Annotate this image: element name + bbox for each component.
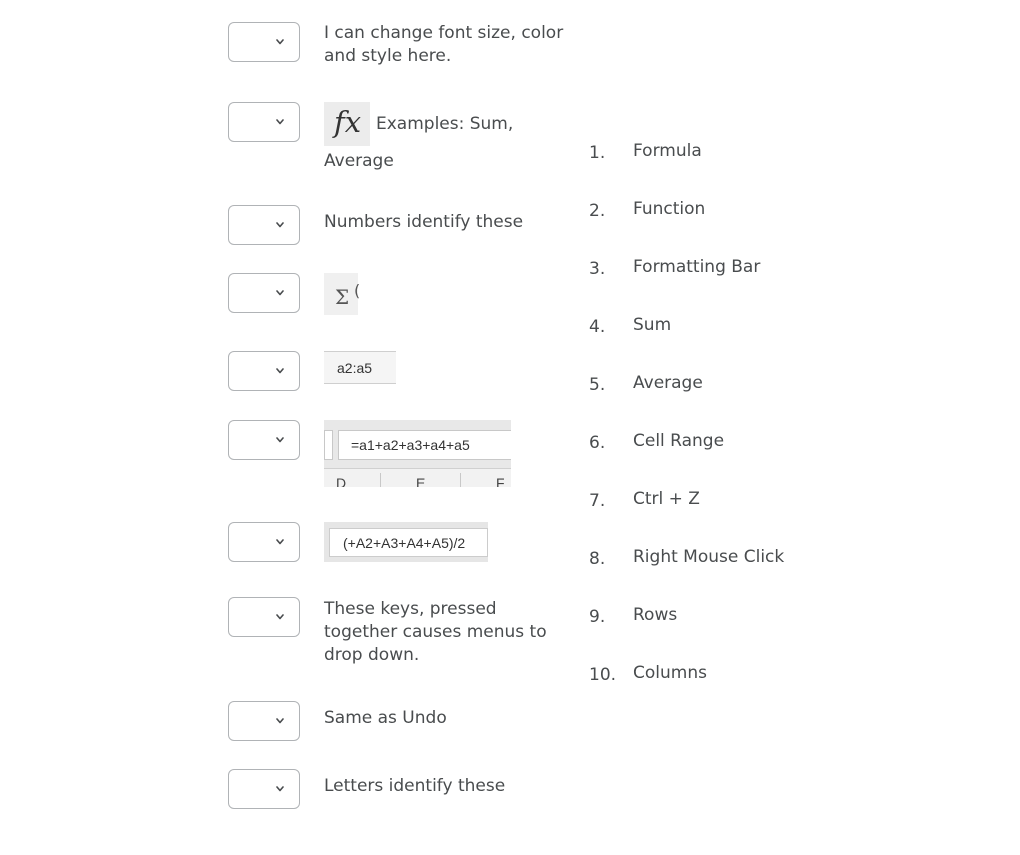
chevron-down-icon bbox=[276, 39, 284, 45]
chevron-down-icon bbox=[276, 718, 284, 724]
average-formula-text: (+A2+A3+A4+A5)/2 bbox=[343, 535, 466, 551]
prompt-2-text-line2: Average bbox=[324, 151, 394, 171]
match-select-3[interactable] bbox=[228, 205, 300, 245]
answer-label: Sum bbox=[633, 315, 672, 335]
answer-number: 7. bbox=[589, 491, 606, 511]
column-header-d: D bbox=[336, 475, 347, 487]
answer-label: Cell Range bbox=[633, 431, 725, 451]
prompt-9-text: Same as Undo bbox=[324, 708, 447, 728]
formula-text: =a1+a2+a3+a4+a5 bbox=[351, 437, 470, 453]
prompt-3-text: Numbers identify these bbox=[324, 212, 524, 232]
answer-label: Right Mouse Click bbox=[633, 547, 785, 567]
column-separator bbox=[460, 473, 461, 487]
answer-number: 8. bbox=[589, 549, 606, 569]
answer-number: 1. bbox=[589, 143, 606, 163]
prompt-10-text: Letters identify these bbox=[324, 776, 506, 796]
answer-number: 2. bbox=[589, 201, 606, 221]
chevron-down-icon bbox=[276, 368, 284, 374]
match-select-2[interactable] bbox=[228, 102, 300, 142]
chevron-down-icon bbox=[276, 614, 284, 620]
column-header-row bbox=[324, 468, 511, 487]
chevron-down-icon bbox=[276, 222, 284, 228]
prompt-2 bbox=[324, 102, 574, 173]
match-select-6[interactable] bbox=[228, 420, 300, 460]
match-select-1[interactable] bbox=[228, 22, 300, 62]
answer-label: Rows bbox=[633, 605, 678, 625]
formula-bar-image bbox=[324, 420, 511, 487]
chevron-down-icon bbox=[276, 786, 284, 792]
column-header-f: F bbox=[496, 475, 505, 487]
column-header-e: E bbox=[416, 475, 426, 487]
answer-number: 6. bbox=[589, 433, 606, 453]
prompt-1-text: I can change font size, color and style here. bbox=[324, 23, 564, 66]
match-select-4[interactable] bbox=[228, 273, 300, 313]
answer-number: 10. bbox=[589, 665, 617, 685]
chevron-down-icon bbox=[276, 290, 284, 296]
chevron-down-icon bbox=[276, 119, 284, 125]
formula-field bbox=[338, 430, 511, 460]
match-select-7[interactable] bbox=[228, 522, 300, 562]
answer-label: Columns bbox=[633, 663, 707, 683]
prompt-2-text-line1: Examples: Sum, bbox=[376, 113, 514, 134]
answer-label: Function bbox=[633, 199, 706, 219]
answer-label: Formatting Bar bbox=[633, 257, 761, 277]
name-box-edge bbox=[324, 430, 333, 460]
answer-number: 9. bbox=[589, 607, 606, 627]
answer-number: 5. bbox=[589, 375, 606, 395]
sigma-paren: ( bbox=[354, 281, 361, 300]
sigma-symbol: Σ bbox=[335, 285, 350, 309]
cell-range-image bbox=[324, 351, 396, 384]
match-select-5[interactable] bbox=[228, 351, 300, 391]
chevron-down-icon bbox=[276, 437, 284, 443]
sigma-icon bbox=[324, 273, 361, 315]
answer-number: 3. bbox=[589, 259, 606, 279]
answer-label: Formula bbox=[633, 141, 702, 161]
average-formula-image bbox=[324, 522, 488, 562]
answer-label: Ctrl + Z bbox=[633, 489, 700, 509]
cell-range-text: a2:a5 bbox=[337, 360, 373, 376]
chevron-down-icon bbox=[276, 539, 284, 545]
answer-label: Average bbox=[633, 373, 703, 393]
fx-icon: fx bbox=[324, 102, 370, 146]
match-select-10[interactable] bbox=[228, 769, 300, 809]
match-select-9[interactable] bbox=[228, 701, 300, 741]
column-separator bbox=[380, 473, 381, 487]
match-select-8[interactable] bbox=[228, 597, 300, 637]
answer-number: 4. bbox=[589, 317, 606, 337]
average-formula-field bbox=[329, 528, 488, 557]
prompt-8-text: These keys, pressed together causes menus to drop down. bbox=[324, 599, 547, 665]
